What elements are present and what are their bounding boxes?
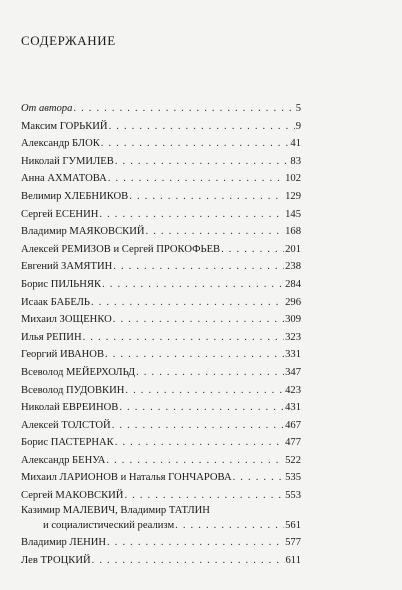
toc-entry-author: Александр БЛОК [21,138,100,150]
toc-entry [21,223,301,241]
leader-dots [91,294,284,312]
toc-entry [21,346,301,364]
toc-entry-author: Алексей РЕМИЗОВ и Сергей ПРОКОФЬЕВ [21,243,221,255]
page-title: СОДЕРЖАНИЕ [21,33,116,48]
toc-entry-author: Николай ЕВРЕИНОВ [21,402,119,414]
leader-dots [136,364,284,382]
toc-entry [21,311,301,329]
toc-entry [21,552,301,570]
toc-entry-page: 83 [290,155,301,167]
toc-entry-page: 168 [285,226,301,238]
toc-entry-page: 145 [285,208,301,220]
toc-entry-page: 201 [285,243,301,255]
toc-entry-page: 5 [295,103,301,114]
leader-dots [175,517,284,535]
toc-entry-author: и социалистический реализм [43,519,175,531]
leader-dots [83,329,285,347]
toc-entry [21,153,301,171]
table-of-contents [21,100,301,569]
toc-entry-author: Евгений ЗАМЯТИН [21,261,113,273]
leader-dots [115,153,290,171]
leader-dots [119,399,284,417]
leader-dots [129,188,284,206]
leader-dots [125,382,284,400]
toc-entry-page: 129 [285,190,301,202]
leader-dots [107,534,284,552]
leader-dots [99,206,284,224]
leader-dots [106,452,284,470]
leader-dots [108,170,284,188]
toc-entry [21,294,301,312]
toc-entry-page: 553 [285,490,301,502]
toc-entry [21,206,301,224]
leader-dots [115,434,284,452]
toc-entry [21,487,301,505]
toc-entry [21,469,301,487]
toc-entry-page: 522 [285,454,301,466]
toc-entry-page: 102 [285,173,301,185]
toc-entry-author: Михаил ЗОЩЕНКО [21,314,112,326]
toc-entry [21,118,301,136]
toc-entry-author: Всеволод МЕЙЕРХОЛЬД [21,366,136,378]
leader-dots [101,135,290,153]
toc-entry [21,505,301,517]
toc-entry-author: Казимир МАЛЕВИЧ, Владимир ТАТЛИН [21,504,210,516]
toc-entry-page: 284 [285,278,301,290]
toc-entry-page: 323 [285,331,301,343]
toc-entry [21,534,301,552]
toc-entry [21,135,301,153]
toc-entry-author: Владимир ЛЕНИН [21,537,107,549]
toc-entry-page: 611 [285,554,301,566]
toc-entry-page: 41 [290,138,301,150]
toc-entry-author: Сергей ЕСЕНИН [21,208,99,220]
leader-dots [124,487,284,505]
toc-entry-page: 431 [285,402,301,414]
toc-entry-page: 9 [295,120,301,132]
toc-entry-author: Владимир МАЯКОВСКИЙ [21,226,145,238]
toc-entry-author: Алексей ТОЛСТОЙ [21,419,111,431]
toc-entry-author: Николай ГУМИЛЕВ [21,155,114,167]
toc-entry-author: Илья РЕПИН [21,331,82,343]
toc-entry [21,188,301,206]
toc-entry-page: 467 [285,419,301,431]
toc-entry-author: Александр БЕНУА [21,454,106,466]
toc-entry-page: 477 [285,437,301,449]
leader-dots [233,469,285,487]
toc-entry-author: Михаил ЛАРИОНОВ и Наталья ГОНЧАРОВА [21,472,232,484]
toc-entry [21,364,301,382]
leader-dots [112,417,284,435]
toc-entry-page: 347 [285,366,301,378]
toc-entry [21,276,301,294]
toc-entry-author: Борис ПИЛЬНЯК [21,278,102,290]
toc-entry-page: 535 [285,472,301,484]
toc-entry-continuation [21,517,301,535]
toc-entry [21,417,301,435]
toc-entry-author: Исаак БАБЕЛЬ [21,296,90,308]
toc-entry-author: Лев ТРОЦКИЙ [21,554,91,566]
toc-entry-author: Максим ГОРЬКИЙ [21,120,108,132]
toc-entry-author: От автора [21,103,73,114]
toc-entry-author: Анна АХМАТОВА [21,173,107,185]
leader-dots [73,100,294,118]
toc-entry [21,329,301,347]
toc-entry-page: 423 [285,384,301,396]
toc-entry [21,100,301,118]
leader-dots [105,346,284,364]
leader-dots [92,552,285,570]
leader-dots [146,223,285,241]
toc-entry [21,434,301,452]
toc-entry [21,399,301,417]
leader-dots [102,276,284,294]
leader-dots [113,258,284,276]
toc-entry [21,452,301,470]
toc-entry [21,382,301,400]
leader-dots [109,118,295,136]
toc-entry-author: Велимир ХЛЕБНИКОВ [21,190,129,202]
toc-entry-page: 309 [285,314,301,326]
toc-entry-page: 331 [285,349,301,361]
toc-entry-author: Всеволод ПУДОВКИН [21,384,125,396]
toc-entry-page: 577 [285,537,301,549]
toc-entry [21,170,301,188]
toc-entry-page: 238 [285,261,301,273]
toc-entry-author: Георгий ИВАНОВ [21,349,105,361]
toc-entry [21,241,301,259]
toc-entry-author: Сергей МАКОВСКИЙ [21,490,124,502]
leader-dots [221,241,284,259]
toc-entry-page: 296 [285,296,301,308]
toc-entry-author: Борис ПАСТЕРНАК [21,437,114,449]
leader-dots [113,311,284,329]
toc-entry-page: 561 [285,519,301,531]
toc-entry [21,258,301,276]
